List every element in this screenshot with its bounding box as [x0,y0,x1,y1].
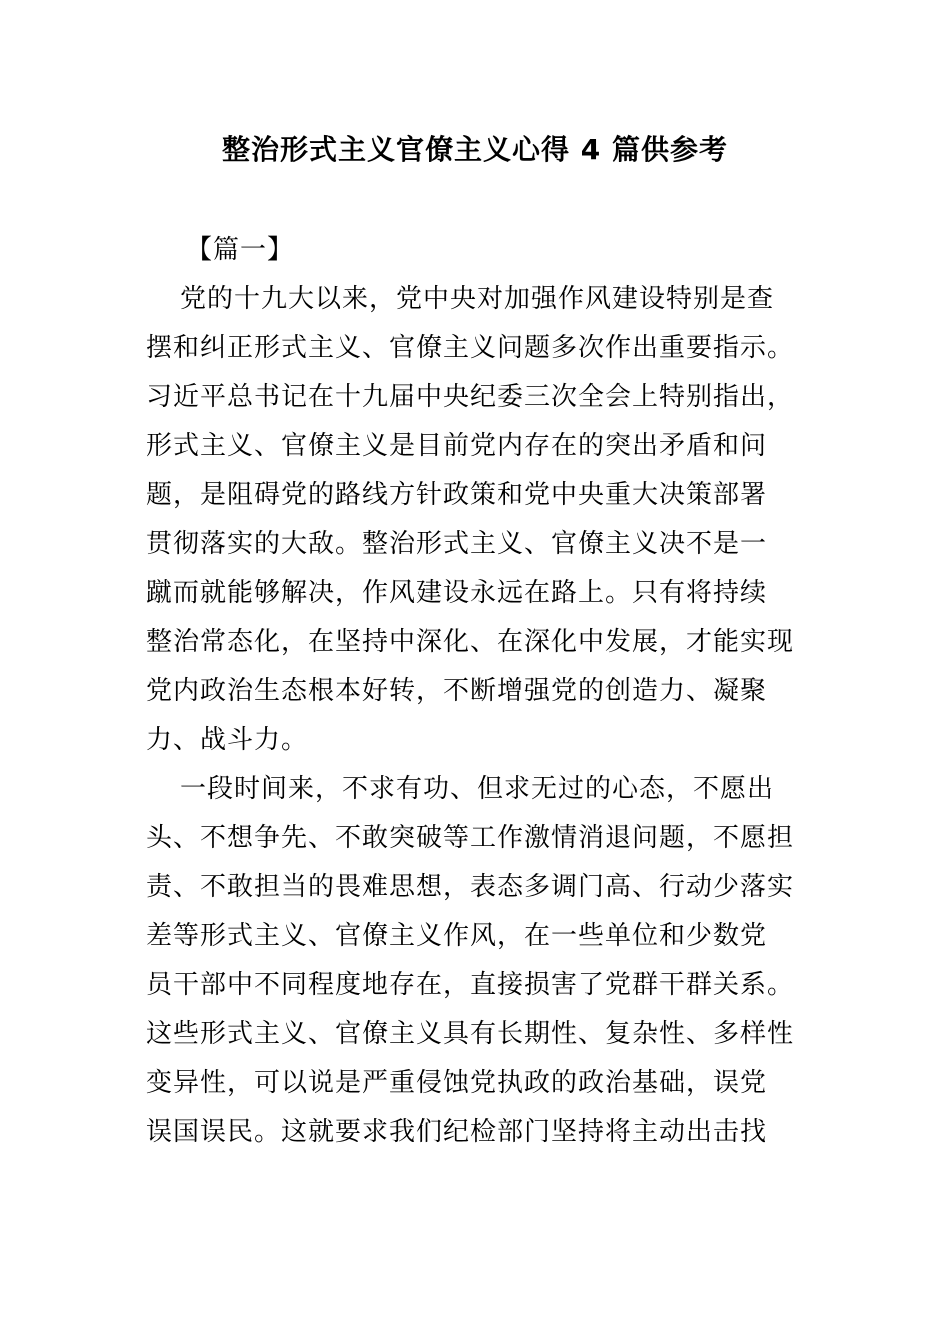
paragraph-line: 一段时间来，不求有功、但求无过的心态，不愿出 [180,774,775,804]
paragraph-line: 摆和纠正形式主义、官僚主义问题多次作出重要指示。 [146,333,795,363]
paragraph-line: 贯彻落实的大敌。整治形式主义、官僚主义决不是一 [146,529,768,559]
paragraph-line: 责、不敢担当的畏难思想，表态多调门高、行动少落实 [146,872,795,902]
paragraph-line: 这些形式主义、官僚主义具有长期性、复杂性、多样性 [146,1019,795,1049]
paragraph-line: 变异性，可以说是严重侵蚀党执政的政治基础，误党 [146,1068,768,1098]
paragraph-line: 差等形式主义、官僚主义作风，在一些单位和少数党 [146,921,768,951]
paragraph-line: 整治常态化，在坚持中深化、在深化中发展，才能实现 [146,627,795,657]
document-body [146,226,806,1157]
paragraph-line: 习近平总书记在十九届中央纪委三次全会上特别指出， [146,382,795,412]
document-title: 整治形式主义官僚主义心得 4 篇供参考 [222,133,728,166]
paragraph-line: 形式主义、官僚主义是目前党内存在的突出矛盾和问 [146,431,768,461]
paragraph-line: 蹴而就能够解决，作风建设永远在路上。只有将持续 [146,578,768,608]
paragraph-line: 力、战斗力。 [146,725,309,755]
paragraph-line: 误国误民。这就要求我们纪检部门坚持将主动出击找 [146,1117,768,1147]
paragraph-line: 党的十九大以来，党中央对加强作风建设特别是查 [180,284,775,314]
paragraph-line: 党内政治生态根本好转，不断增强党的创造力、凝聚 [146,676,768,706]
paragraph-line: 员干部中不同程度地存在，直接损害了党群干群关系。 [146,970,795,1000]
section-label: 【篇一】 [186,235,295,265]
paragraph-line: 题，是阻碍党的路线方针政策和党中央重大决策部署 [146,480,768,510]
paragraph-line: 头、不想争先、不敢突破等工作激情消退问题，不愿担 [146,823,795,853]
